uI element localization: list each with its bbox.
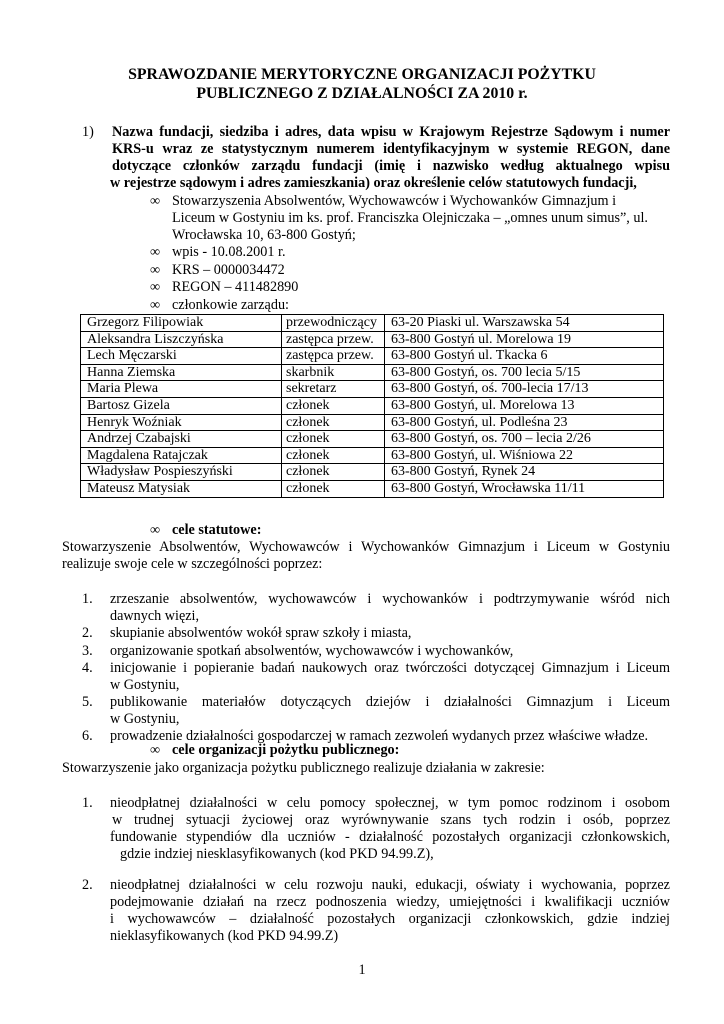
list-item-line: w Gostyniu, — [110, 677, 180, 693]
section-1-line: Nazwa fundacji, siedziba i adres, data wpisu w Krajowym Rejestrze Sądowym i numer — [112, 124, 670, 140]
infinity-bullet-icon: ∞ — [150, 742, 161, 758]
member-role: członek — [282, 480, 385, 497]
list-item-line: fundowanie stypendiów dla uczniów - działalność pozostałych organizacji członkowskich, — [110, 829, 670, 845]
list-item-line: gdzie indziej niesklasyfikowanych (kod PKD 94.99.Z), — [120, 846, 434, 862]
member-address: 63-800 Gostyń, os. 700 lecia 5/15 — [385, 364, 664, 381]
list-number: 6. — [82, 728, 93, 744]
list-number: 4. — [82, 660, 93, 676]
list-number: 2. — [82, 877, 93, 893]
member-address: 63-800 Gostyń, ul. Wiśniowa 22 — [385, 447, 664, 464]
list-number: 2. — [82, 625, 93, 641]
table-row — [81, 464, 664, 481]
member-name: Aleksandra Liszczyńska — [81, 331, 282, 348]
title-line-2: PUBLICZNEGO Z DZIAŁALNOŚCI ZA 2010 r. — [196, 85, 528, 102]
member-role: zastępca przew. — [282, 348, 385, 365]
list-item-line: prowadzenie działalności gospodarczej w ramach zezwoleń wydanych przez właściwe władze. — [110, 728, 649, 744]
list-number: 5. — [82, 694, 93, 710]
table-row — [81, 381, 664, 398]
statutory-heading: cele statutowe: — [172, 522, 262, 538]
board-label: członkowie zarządu: — [172, 297, 289, 313]
member-name: Mateusz Matysiak — [81, 480, 282, 497]
board-members-table — [80, 314, 664, 498]
document-title — [0, 65, 724, 103]
infinity-bullet-icon: ∞ — [150, 522, 161, 538]
section-1-line: w rejestrze sądowym i adres zamieszkania) oraz określenie celów statutowych fundacji, — [110, 175, 637, 191]
member-address: 63-800 Gostyń, ul. Podleśna 23 — [385, 414, 664, 431]
table-row — [81, 431, 664, 448]
member-address: 63-800 Gostyń, ul. Morelowa 13 — [385, 397, 664, 414]
table-row — [81, 331, 664, 348]
infinity-bullet-icon: ∞ — [150, 262, 161, 278]
member-address: 63-800 Gostyń ul. Morelowa 19 — [385, 331, 664, 348]
list-item-line: nieodpłatnej działalności w celu pomocy społecznej, w tym pomoc rodzinom i osobom — [110, 795, 670, 811]
statutory-intro-line: realizuje swoje cele w szczególności poprzez: — [62, 556, 323, 572]
regon-number: REGON – 411482890 — [172, 279, 299, 295]
infinity-bullet-icon: ∞ — [150, 193, 161, 209]
infinity-bullet-icon: ∞ — [150, 244, 161, 260]
org-name-line: Liceum w Gostyniu im ks. prof. Franciszka Olejniczaka – „omnes unum simus”, ul. — [172, 210, 648, 226]
section-number: 1) — [82, 124, 94, 140]
member-name: Maria Plewa — [81, 381, 282, 398]
public-benefit-heading: cele organizacji pożytku publicznego: — [172, 742, 400, 758]
table-row — [81, 480, 664, 497]
member-name: Andrzej Czabajski — [81, 431, 282, 448]
list-item-line: i wychowawców – działalność pozostałych organizacji członkowskich, gdzie indziej — [110, 911, 670, 927]
member-role: członek — [282, 464, 385, 481]
member-name: Henryk Woźniak — [81, 414, 282, 431]
member-role: przewodniczący — [282, 315, 385, 332]
org-name-line: Stowarzyszenia Absolwentów, Wychowawców i Wychowanków Gimnazjum i — [172, 193, 617, 209]
table-row — [81, 447, 664, 464]
member-address: 63-20 Piaski ul. Warszawska 54 — [385, 315, 664, 332]
member-address: 63-800 Gostyń, Rynek 24 — [385, 464, 664, 481]
list-number: 1. — [82, 591, 93, 607]
member-role: skarbnik — [282, 364, 385, 381]
member-name: Magdalena Ratajczak — [81, 447, 282, 464]
member-name: Hanna Ziemska — [81, 364, 282, 381]
member-address: 63-800 Gostyń ul. Tkacka 6 — [385, 348, 664, 365]
list-item-line: publikowanie materiałów dotyczących dziejów i działalności Gimnazjum i Liceum — [110, 694, 670, 710]
statutory-intro — [62, 539, 670, 573]
list-item-line: dawnych więzi, — [110, 608, 200, 624]
table-row — [81, 348, 664, 365]
list-number: 1. — [82, 795, 93, 811]
list-item-line: organizowanie spotkań absolwentów, wychowawców i wychowanków, — [110, 643, 514, 659]
member-role: sekretarz — [282, 381, 385, 398]
member-address: 63-800 Gostyń, Wrocławska 11/11 — [385, 480, 664, 497]
list-item-line: skupianie absolwentów wokół spraw szkoły i miasta, — [110, 625, 412, 641]
infinity-bullet-icon: ∞ — [150, 279, 161, 295]
public-benefit-intro: Stowarzyszenie jako organizacja pożytku publicznego realizuje działania w zakresie: — [62, 760, 545, 776]
member-address: 63-800 Gostyń, oś. 700-lecia 17/13 — [385, 381, 664, 398]
table-row — [81, 397, 664, 414]
table-row — [81, 364, 664, 381]
title-line-1: SPRAWOZDANIE MERYTORYCZNE ORGANIZACJI POŻYTKU — [128, 66, 596, 83]
section-1-line: KRS-u wraz ze statystycznym numerem identyfikacyjnym w systemie REGON, dane — [112, 141, 670, 157]
krs-number: KRS – 0000034472 — [172, 262, 285, 278]
list-item-line: nieklasyfikowanych (kod PKD 94.99.Z) — [110, 928, 339, 944]
member-name: Bartosz Gizela — [81, 397, 282, 414]
member-role: członek — [282, 414, 385, 431]
member-role: członek — [282, 397, 385, 414]
list-item-line: podejmowanie działań na rzecz podnoszenia wiedzy, umiejętności i kwalifikacji uczniów — [110, 894, 670, 910]
list-item-line: nieodpłatnej działalności w celu rozwoju nauki, edukacji, oświaty i wychowania, poprzez — [110, 877, 670, 893]
member-name: Lech Męczarski — [81, 348, 282, 365]
infinity-bullet-icon: ∞ — [150, 297, 161, 313]
member-role: zastępca przew. — [282, 331, 385, 348]
org-name-line: Wrocławska 10, 63-800 Gostyń; — [172, 227, 356, 243]
member-role: członek — [282, 447, 385, 464]
section-1-heading — [112, 124, 670, 192]
member-role: członek — [282, 431, 385, 448]
member-name: Władysław Pospieszyński — [81, 464, 282, 481]
list-item-line: w trudnej sytuacji życiowej oraz wyrównywanie szans tych rodzin i osób, poprzez — [112, 812, 670, 828]
member-address: 63-800 Gostyń, os. 700 – lecia 2/26 — [385, 431, 664, 448]
list-item-line: w Gostyniu, — [110, 711, 180, 727]
page-number: 1 — [358, 962, 366, 978]
table-row — [81, 315, 664, 332]
statutory-intro-line: Stowarzyszenie Absolwentów, Wychowawców i Wychowanków Gimnazjum i Liceum w Gostyniu — [62, 539, 670, 555]
list-item-line: zrzeszanie absolwentów, wychowawców i wychowanków i podtrzymywanie wśród nich — [110, 591, 670, 607]
member-name: Grzegorz Filipowiak — [81, 315, 282, 332]
section-1-line: dotyczące członków zarządu fundacji (imię i nazwisko według aktualnego wpisu — [112, 158, 670, 174]
list-number: 3. — [82, 643, 93, 659]
registration-date: wpis - 10.08.2001 r. — [172, 244, 286, 260]
table-row — [81, 414, 664, 431]
list-item-line: inicjowanie i popieranie badań naukowych oraz twórczości dotyczącej Gimnazjum i Liceum — [110, 660, 670, 676]
